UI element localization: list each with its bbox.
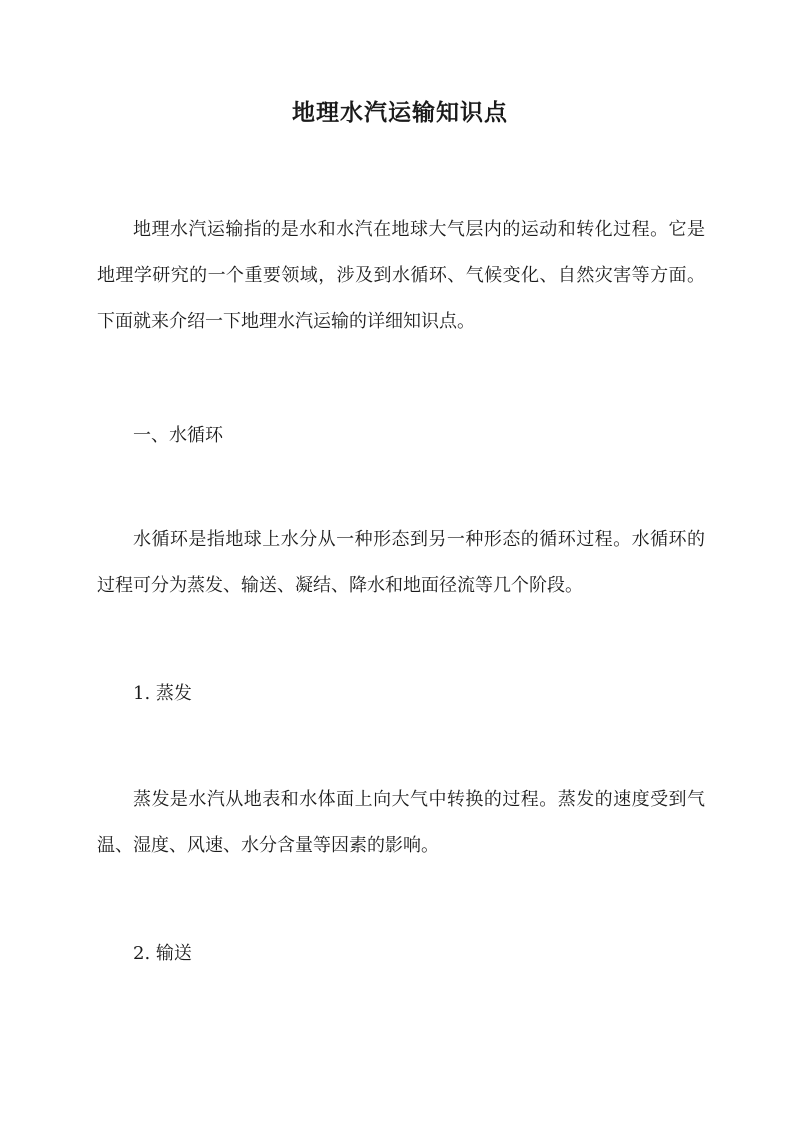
intro-paragraph: 地理水汽运输指的是水和水汽在地球大气层内的运动和转化过程。它是地理学研究的一个重要领域，涉及到水循环、气候变化、自然灾害等方面。下面就来介绍一下地理水汽运输的详细知识点。: [97, 219, 705, 332]
evaporation-paragraph: 蒸发是水汽从地表和水体面上向大气中转换的过程。蒸发的速度受到气温、湿度、风速、水分含量等因素的影响。: [97, 789, 705, 856]
water-cycle-paragraph: 水循环是指地球上水分从一种形态到另一种形态的循环过程。水循环的过程可分为蒸发、输送、凝结、降水和地面径流等几个阶段。: [97, 529, 705, 596]
subsection-heading-transport: 2. 输送: [133, 943, 192, 964]
section-heading-water-cycle: 一、水循环: [133, 425, 223, 446]
page-title: 地理水汽运输知识点: [292, 99, 508, 126]
subsection-heading-evaporation: 1. 蒸发: [133, 683, 192, 704]
